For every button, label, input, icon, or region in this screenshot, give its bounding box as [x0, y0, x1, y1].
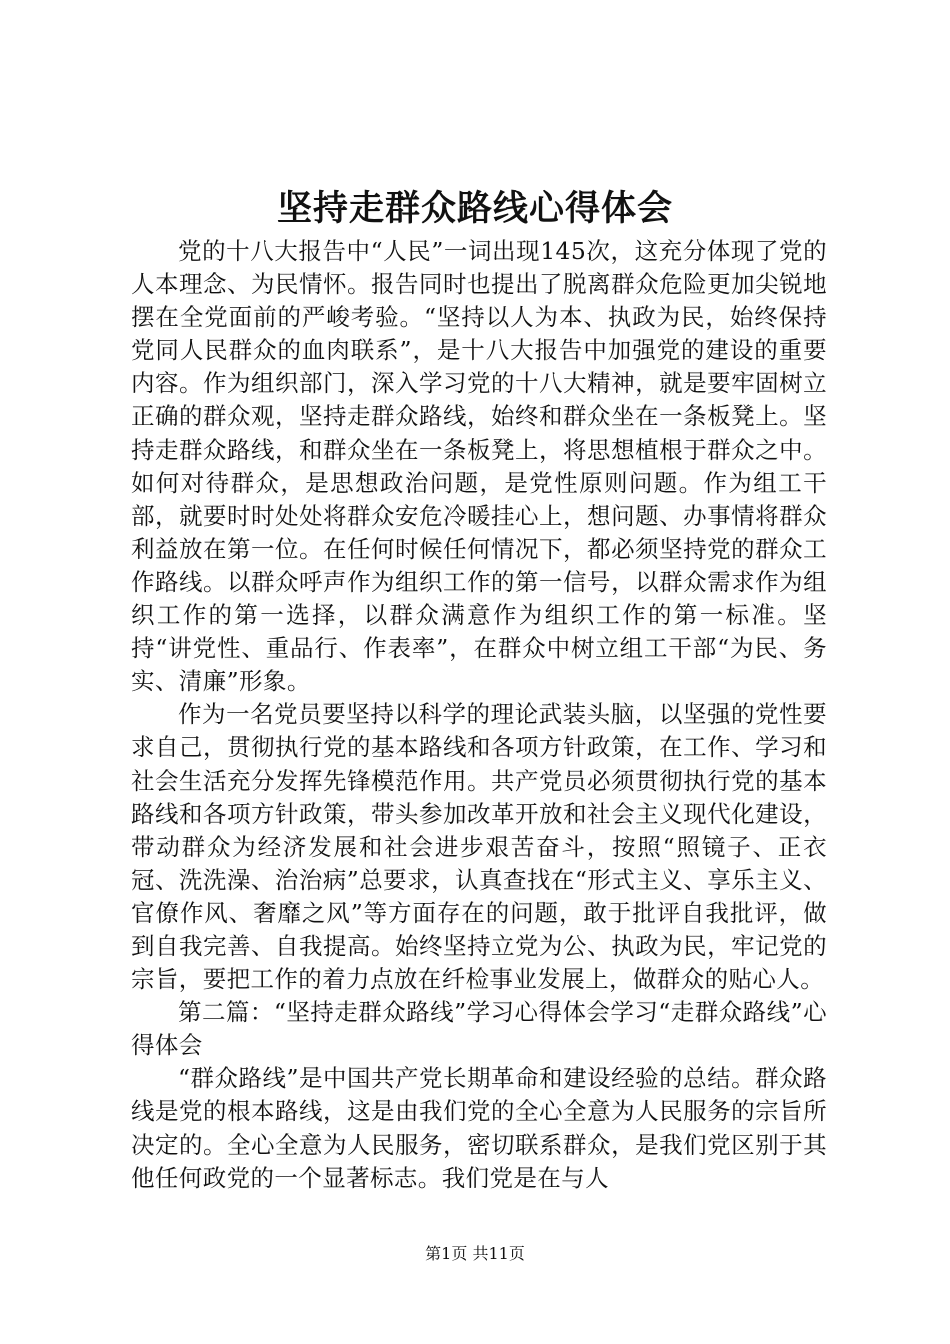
paragraph-4: “群众路线”是中国共产党长期革命和建设经验的总结。群众路线是党的根本路线，这是由我们党的全心全意为人民服务的宗旨所决定的。全心全意为人民服务，密切联系群众，是我们党区别于其他任何政党的一个显著标志。我们党是在与人	[131, 1064, 827, 1192]
page-total: 共11页	[472, 1244, 525, 1263]
paragraph-2: 作为一名党员要坚持以科学的理论武装头脑，以坚强的党性要求自己，贯彻执行党的基本路线和各项方针政策，在工作、学习和社会生活充分发挥先锋模范作用。共产党员必须贯彻执行党的基本路线和各项方针政策，带头参加改革开放和社会主义现代化建设，带动群众为经济发展和社会进步艰苦奋斗，按照“照镜子、正衣冠、洗洗澡、治治病”总要求，认真查找在“形式主义、享乐主义、官僚作风、奢靡之风”等方面存在的问题，敢于批评自我批评，做到自我完善、自我提高。始终坚持立党为公、执政为民，牢记党的宗旨，要把工作的着力点放在纤检事业发展上，做群众的贴心人。	[131, 700, 827, 994]
paragraph-1: 党的十八大报告中“人民”一词出现145次，这充分体现了党的人本理念、为民情怀。报告同时也提出了脱离群众危险更加尖锐地摆在全党面前的严峻考验。“坚持以人为本、执政为民，始终保持党同人民群众的血肉联系”，是十八大报告中加强党的建设的重要内容。作为组织部门，深入学习党的十八大精神，就是要牢固树立正确的群众观，坚持走群众路线，始终和群众坐在一条板凳上。坚持走群众路线，和群众坐在一条板凳上，将思想植根于群众之中。如何对待群众，是思想政治问题，是党性原则问题。作为组工干部，就要时时处处将群众安危冷暖挂心上，想问题、办事情将群众利益放在第一位。在任何时候任何情况下，都必须坚持党的群众工作路线。以群众呼声作为组织工作的第一信号，以群众需求作为组织工作的第一选择，以群众满意作为组织工作的第一标准。坚持“讲党性、重品行、作表率”，在群众中树立组工干部“为民、务实、清廉”形象。	[131, 237, 827, 696]
page-number: 第1页	[425, 1244, 468, 1263]
page-footer	[0, 1243, 950, 1265]
document-body	[131, 235, 827, 1195]
paragraph-3: 第二篇：“坚持走群众路线”学习心得体会学习“走群众路线”心得体会	[131, 998, 827, 1060]
document-title: 坚持走群众路线心得体会	[276, 189, 673, 229]
